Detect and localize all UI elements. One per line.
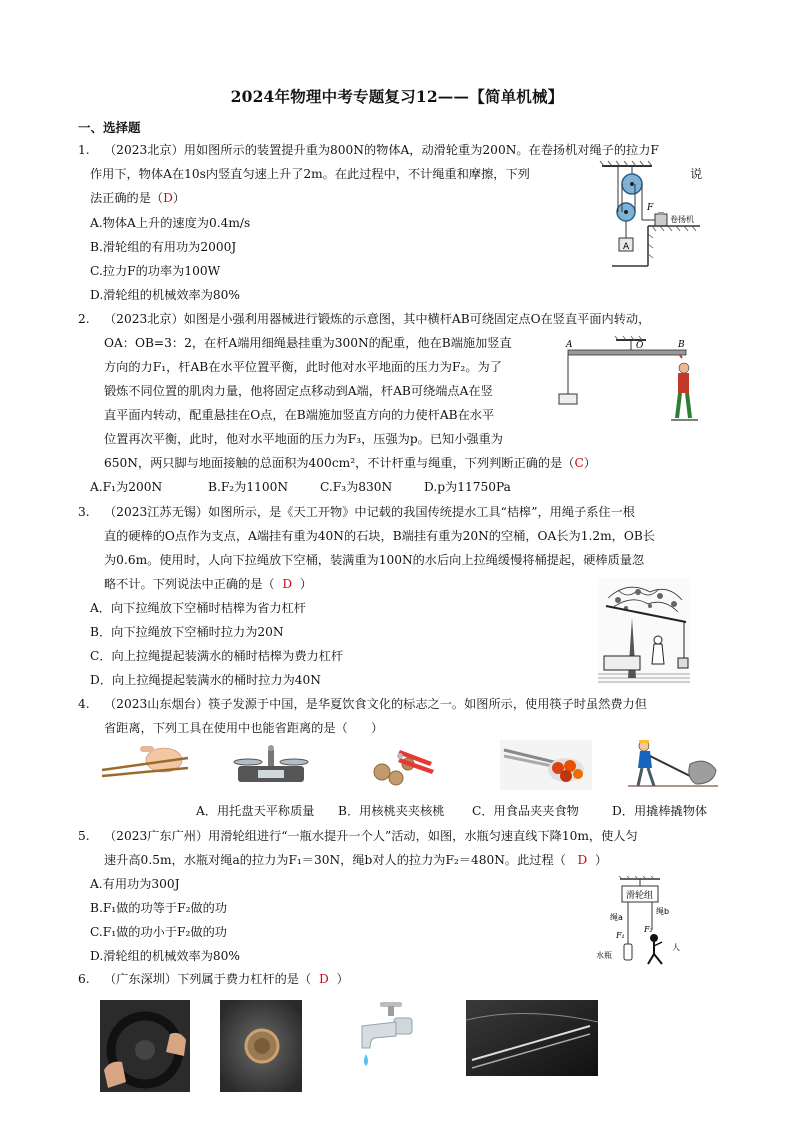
q4-line1: （2023山东烟台）筷子发源于中国，是华夏饮食文化的标志之一。如图所示，使用筷子时虽然费力但 — [104, 697, 647, 711]
q1-option-d: D.滑轮组的机械效率为80% — [90, 288, 240, 302]
svg-text:F₂: F₂ — [644, 925, 653, 934]
svg-text:O: O — [636, 341, 644, 351]
q2-answer: C — [574, 456, 584, 470]
q2-line7: 650N，两只脚与地面接触的总面积为400cm²，不计杆重与绳重，下列判断正确的是（C） — [104, 456, 596, 470]
svg-text:F₁: F₁ — [616, 931, 625, 940]
q5-option-a: A.有用功为300J — [90, 877, 180, 891]
page-title: 2024年物理中考专题复习12——【简单机械】 — [230, 87, 564, 106]
q4-option-b: B．用核桃夹夹核桃 — [338, 804, 445, 818]
svg-text:绳a: 绳a — [610, 913, 623, 922]
bottle-icon — [624, 944, 632, 960]
scale-icon — [268, 745, 274, 751]
q5-option-d: D.滑轮组的机械效率为80% — [90, 949, 240, 963]
q4-number: 4. — [78, 697, 90, 711]
steering-wheel-image — [100, 1000, 190, 1092]
q3-number: 3. — [78, 505, 90, 519]
q2-option-a: A.F₁为200N — [90, 480, 163, 494]
q1-option-c: C.拉力F的功率为100W — [90, 264, 221, 278]
svg-text:卷扬机: 卷扬机 — [670, 215, 694, 224]
q5-pulley-figure — [590, 876, 700, 968]
q5-line2: 速升高0.5m，水瓶对绳a的拉力为F₁＝30N，绳b对人的拉力为F₂＝480N。此过程（ D ） — [104, 853, 608, 867]
q3-line4: 略不计。下列说法中正确的是（ D ） — [104, 577, 313, 591]
rock-icon — [689, 761, 716, 784]
q5-line1: （2023广东广州）用滑轮组进行“一瓶水提升一个人”活动，如图，水瓶匀速直线下降10m，使人匀 — [104, 829, 638, 843]
q2-line3: 方向的力F₁，杆AB在水平位置平衡，此时他对水平地面的压力为F₂。为了 — [104, 360, 502, 374]
q4-option-a: A．用托盘天平称质量 — [196, 804, 315, 818]
q2-line2: OA：OB=3：2，在杆A端用细绳悬挂重为300N的配重，他在B端施加竖直 — [104, 336, 512, 350]
q6-number: 6. — [78, 972, 90, 986]
q5-option-b: B.F₁做的功等于F₂做的功 — [90, 901, 228, 915]
q2-line5: 直平面内转动，配重悬挂在O点，在B端施加竖直方向的力使杆AB在水平 — [104, 408, 495, 422]
faucet-icon — [362, 1022, 396, 1048]
q1-line1: （2023北京）用如图所示的装置提升重为800N的物体A，动滑轮重为200N。在卷扬机对绳子的拉力F — [104, 143, 659, 157]
q1-pulley-figure — [592, 160, 734, 272]
q3-option-d: D．向上拉绳提起装满水的桶时拉力为40N — [90, 673, 321, 687]
q3-answer: D — [282, 577, 293, 591]
q2-line6: 位置再次平衡，此时，他对水平地面的压力为F₃，压强为p。已知小强重为 — [104, 432, 503, 446]
q1-option-b: B.滑轮组的有用功为2000J — [90, 240, 237, 254]
water-drop-icon — [364, 1054, 368, 1066]
q3-option-a: A．向下拉绳放下空桶时桔槔为省力杠杆 — [90, 601, 306, 615]
q2-option-c: C.F₃为830N — [320, 480, 393, 494]
svg-text:F: F — [647, 203, 654, 213]
svg-text:A: A — [566, 340, 573, 350]
q5-answer: D — [577, 853, 588, 867]
svg-text:水瓶: 水瓶 — [596, 951, 612, 960]
svg-text:绳b: 绳b — [656, 907, 670, 916]
stick-person-icon — [650, 934, 658, 942]
balance-scale-image — [230, 740, 312, 788]
chopsticks-image — [100, 740, 190, 784]
q6-line1: （广东深圳）下列属于费力杠杆的是（ D ） — [104, 972, 349, 986]
svg-text:滑轮组: 滑轮组 — [626, 891, 654, 901]
crowbar-icon — [650, 756, 694, 778]
q1-line2a: 作用下，物体A在10s内竖直匀速上升了2m。在此过程中，不计绳重和摩擦，下列 — [90, 167, 530, 181]
knob-image — [220, 1000, 302, 1092]
svg-text:人: 人 — [672, 943, 680, 952]
svg-text:A: A — [623, 242, 630, 252]
nutcracker-image — [370, 740, 442, 788]
wiper-image — [466, 1000, 598, 1076]
q2-option-b: B.F₂为1100N — [208, 480, 289, 494]
q6-answer: D — [318, 972, 329, 986]
food-tongs-image — [500, 740, 592, 790]
q3-option-b: B．向下拉绳放下空桶时拉力为20N — [90, 625, 284, 639]
q3-jiegao-figure — [598, 578, 690, 684]
q1-line3: 法正确的是（D） — [90, 191, 186, 205]
q4-option-d: D．用撬棒撬物体 — [612, 804, 708, 818]
q2-option-d: D.p为11750Pa — [424, 480, 511, 494]
q1-option-a: A.物体A上升的速度为0.4m/s — [90, 216, 251, 230]
q2-line1: （2023北京）如图是小强利用器械进行锻炼的示意图，其中横杆AB可绕固定点O在竖直平面内转动， — [104, 312, 651, 326]
q2-line4: 锻炼不同位置的肌肉力量，他将固定点移动到A端，杆AB可绕端点A在竖 — [104, 384, 493, 398]
q4-line2: 省距离，下列工具在使用中也能省距离的是（ ） — [104, 721, 384, 735]
q5-number: 5. — [78, 829, 90, 843]
q1-answer: D — [163, 191, 173, 205]
q4-option-c: C．用食品夹夹食物 — [472, 804, 579, 818]
q2-lever-figure — [556, 336, 716, 428]
q5-option-c: C.F₁做的功小于F₂做的功 — [90, 925, 227, 939]
person-icon — [679, 363, 689, 373]
q3-option-c: C．向上拉绳提起装满水的桶时桔槔为费力杠杆 — [90, 649, 344, 663]
faucet-image — [352, 1000, 416, 1092]
svg-text:B: B — [678, 340, 685, 350]
q3-line1: （2023江苏无锡）如图所示，是《天工开物》中记载的我国传统提水工具“桔槔”，用绳子系住一根 — [104, 505, 635, 519]
q3-line3: 为0.6m。使用时，人向下拉绳放下空桶，装满重为100N的水后向上拉绳缓慢将桶提起，硬棒质量忽 — [104, 553, 645, 567]
q3-line2: 直的硬棒的O点作为支点，A端挂有重为40N的石块，B端挂有重为20N的空桶，OA长为1.2m，OB长 — [104, 529, 655, 543]
crowbar-image — [624, 738, 720, 792]
q2-number: 2. — [78, 312, 90, 326]
q1-number: 1. — [78, 143, 90, 157]
q1-line2b: 说 — [690, 167, 703, 181]
section-heading: 一、选择题 — [78, 120, 141, 135]
